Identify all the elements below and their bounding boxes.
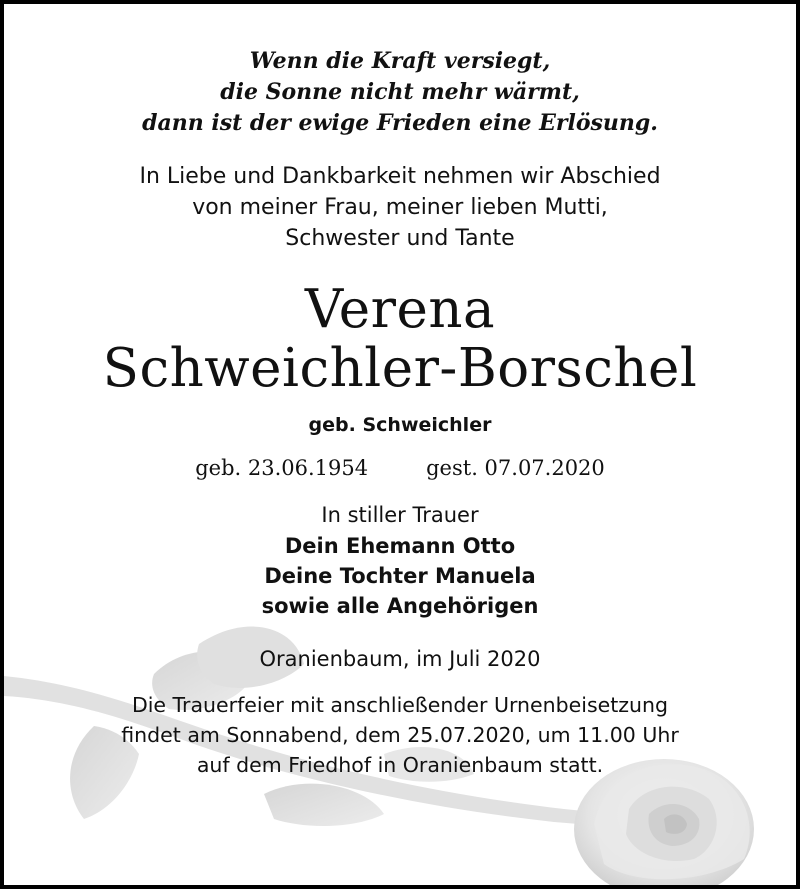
intro-line: Schwester und Tante <box>285 226 515 251</box>
quote-line: die Sonne nicht mehr wärmt, <box>220 79 580 105</box>
intro-line: von meiner Frau, meiner lieben Mutti, <box>192 195 608 220</box>
mourner-name: sowie alle Angehörigen <box>261 594 539 618</box>
quote-line: Wenn die Kraft versiegt, <box>249 48 551 74</box>
birth-date: geb. 23.06.1954 <box>195 456 369 480</box>
mourner-name: Dein Ehemann Otto <box>284 534 516 558</box>
epigraph-quote <box>4 46 796 139</box>
intro-line: In Liebe und Dankbarkeit nehmen wir Abschied <box>139 164 661 189</box>
first-name: Verena <box>304 279 496 340</box>
service-line: findet am Sonnabend, dem 25.07.2020, um 11.00 Uhr <box>121 723 679 747</box>
mourners-list <box>4 531 796 621</box>
last-name: Schweichler-Borschel <box>102 338 698 399</box>
intro-text <box>4 161 796 254</box>
place-and-date: Oranienbaum, im Juli 2020 <box>259 647 541 671</box>
life-dates <box>4 453 796 483</box>
funeral-service-info <box>4 690 796 780</box>
mourning-heading: In stiller Trauer <box>321 503 479 527</box>
mourner-name: Deine Tochter Manuela <box>264 564 536 588</box>
deceased-name <box>4 280 796 398</box>
service-line: Die Trauerfeier mit anschließender Urnenbeisetzung <box>131 693 669 717</box>
death-date: gest. 07.07.2020 <box>426 456 605 480</box>
service-line: auf dem Friedhof in Oranienbaum statt. <box>196 753 604 777</box>
quote-line: dann ist der ewige Frieden eine Erlösung. <box>142 110 658 136</box>
maiden-name: geb. Schweichler <box>308 414 492 436</box>
